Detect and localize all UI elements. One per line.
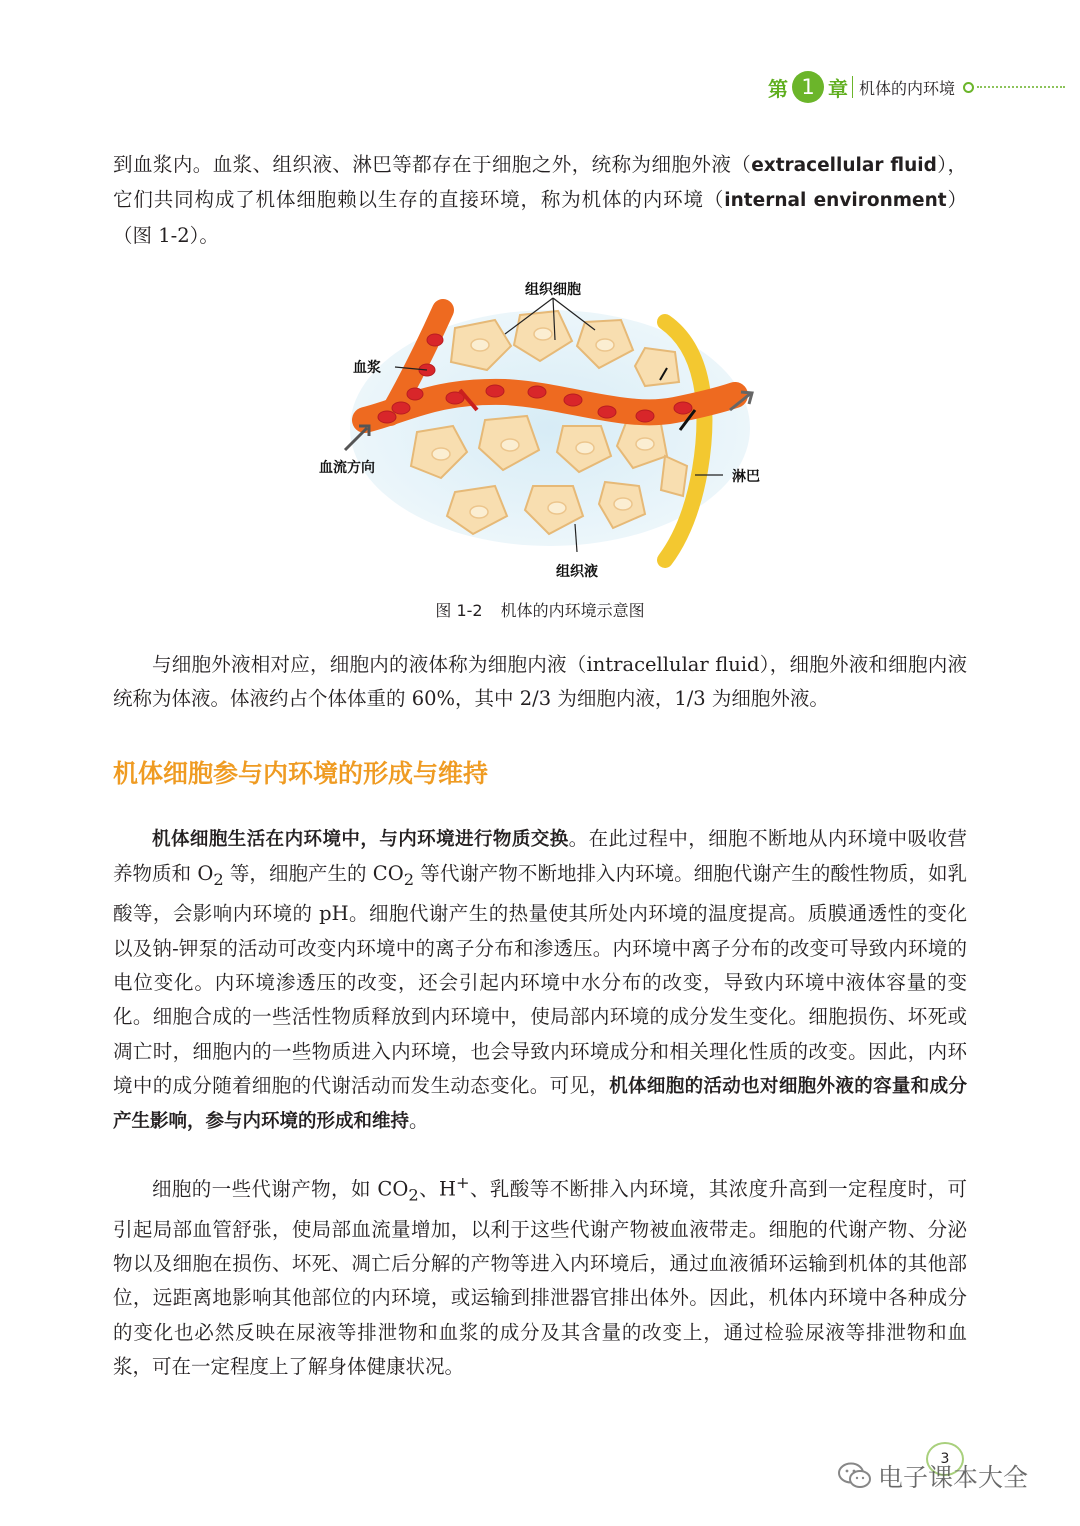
- label-plasma: 血浆: [353, 360, 381, 376]
- p1-text-2: ），它们共同构成了机体细胞赖以生存的直接环境，称为机体的内环境（: [113, 153, 967, 212]
- p3-sub-1: 2: [213, 870, 224, 890]
- chapter-suffix: 章: [828, 76, 848, 101]
- figure-caption: [0, 598, 1080, 621]
- p4-sup-1: +: [455, 1173, 470, 1192]
- term-internal-environment: internal environment: [724, 190, 947, 212]
- chapter-number-badge: 1: [792, 71, 824, 103]
- paragraph-metabolites: [113, 1166, 967, 1384]
- p3-sub-2: 2: [403, 870, 415, 890]
- watermark: [838, 1458, 1028, 1494]
- section-title: 机体细胞参与内环境的形成与维持: [113, 759, 489, 788]
- p4-sub-1: 2: [408, 1185, 419, 1205]
- p3-bold-2: 机体细胞的活动也对细胞外液的容量和成分产生影响，参与内环境的形成和维持: [113, 1075, 967, 1133]
- paragraph-extracellular-fluid: [113, 148, 967, 253]
- p4-text-2: 、H: [418, 1177, 456, 1201]
- p3-text-2: 等，细胞产生的 CO: [223, 862, 404, 886]
- paragraph-cell-exchange: [113, 822, 967, 1140]
- label-tissue-cells: 组织细胞: [525, 282, 581, 298]
- watermark-text: 电子课本大全: [878, 1463, 1029, 1492]
- chapter-prefix: 第: [768, 76, 788, 101]
- label-flow-direction: 血流方向: [319, 460, 375, 476]
- internal-environment-diagram: [305, 270, 785, 588]
- p1-text-1: 到血浆内。血浆、组织液、淋巴等都存在于细胞之外，统称为细胞外液（: [113, 153, 752, 176]
- term-extracellular-fluid: extracellular fluid: [751, 155, 937, 176]
- p4-text-3: 、乳酸等不断排入内环境，其浓度升高到一定程度时，可引起局部血管舒张，使局部血流量增加，以利于这些代谢产物被血液带走。细胞的代谢产物、分泌物以及细胞在损伤、坏死、凋亡后分解的产物等进入内环境后，通过血液循环运输到机体的其他部位，远距离地影响其他部位的内环境，或运输到排泄器官排出体外。因此，机体内环境中各种成分的变化也必然反映在尿液等排泄物和血浆的成分及其含量的改变上，通过检验尿液等排泄物和血浆，可在一定程度上了解身体健康状况。: [113, 1177, 967, 1378]
- caption-number: 图 1-2: [435, 601, 483, 620]
- header-dot-icon: [963, 82, 974, 93]
- p3-text-4: 。: [409, 1109, 429, 1133]
- chapter-header: [768, 70, 1065, 104]
- label-lymph: 淋巴: [732, 469, 760, 485]
- wechat-icon: [838, 1462, 872, 1490]
- p1-text-3: ）（图 1-2）。: [113, 188, 967, 247]
- caption-title: 机体的内环境示意图: [500, 601, 645, 620]
- p3-bold-1: 机体细胞生活在内环境中，与内环境进行物质交换: [152, 829, 569, 850]
- header-dotted-line: [977, 86, 1065, 88]
- page-number: 3: [926, 1442, 964, 1476]
- p4-text-1: 细胞的一些代谢产物，如 CO: [152, 1177, 409, 1201]
- header-divider: [852, 76, 853, 98]
- paragraph-body-fluid: 与细胞外液相对应，细胞内的液体称为细胞内液（intracellular fluid），细胞外液和细胞内液统称为体液。体液约占个体体重的 60%，其中 2/3 为细胞内液，1/3 为细胞外液。: [113, 653, 967, 711]
- p3-text-1: 。在此过程中，细胞不断地从内环境中吸收营养物质和 O: [113, 827, 967, 886]
- chapter-title: 机体的内环境: [859, 78, 956, 98]
- label-tissue-fluid: 组织液: [556, 564, 598, 580]
- p3-text-3: 等代谢产物不断地排入内环境。细胞代谢产生的酸性物质，如乳酸等，会影响内环境的 pH。细胞代谢产生的热量使其所处内环境的温度提高。质膜通透性的变化以及钠-钾泵的活动可改变内环境中的离子分布和渗透压。内环境中离子分布的改变可导致内环境的电位变化。内环境渗透压的改变，还会引起内环境中水分布的改变，导致内环境中液体容量的变化。细胞合成的一些活性物质释放到内环境中，使局部内环境的成分发生变化。细胞损伤、坏死或凋亡时，细胞内的一些物质进入内环境，也会导致内环境成分和相关理化性质的改变。因此，内环境中的成分随着细胞的代谢活动而发生动态变化。可见，: [113, 862, 968, 1097]
